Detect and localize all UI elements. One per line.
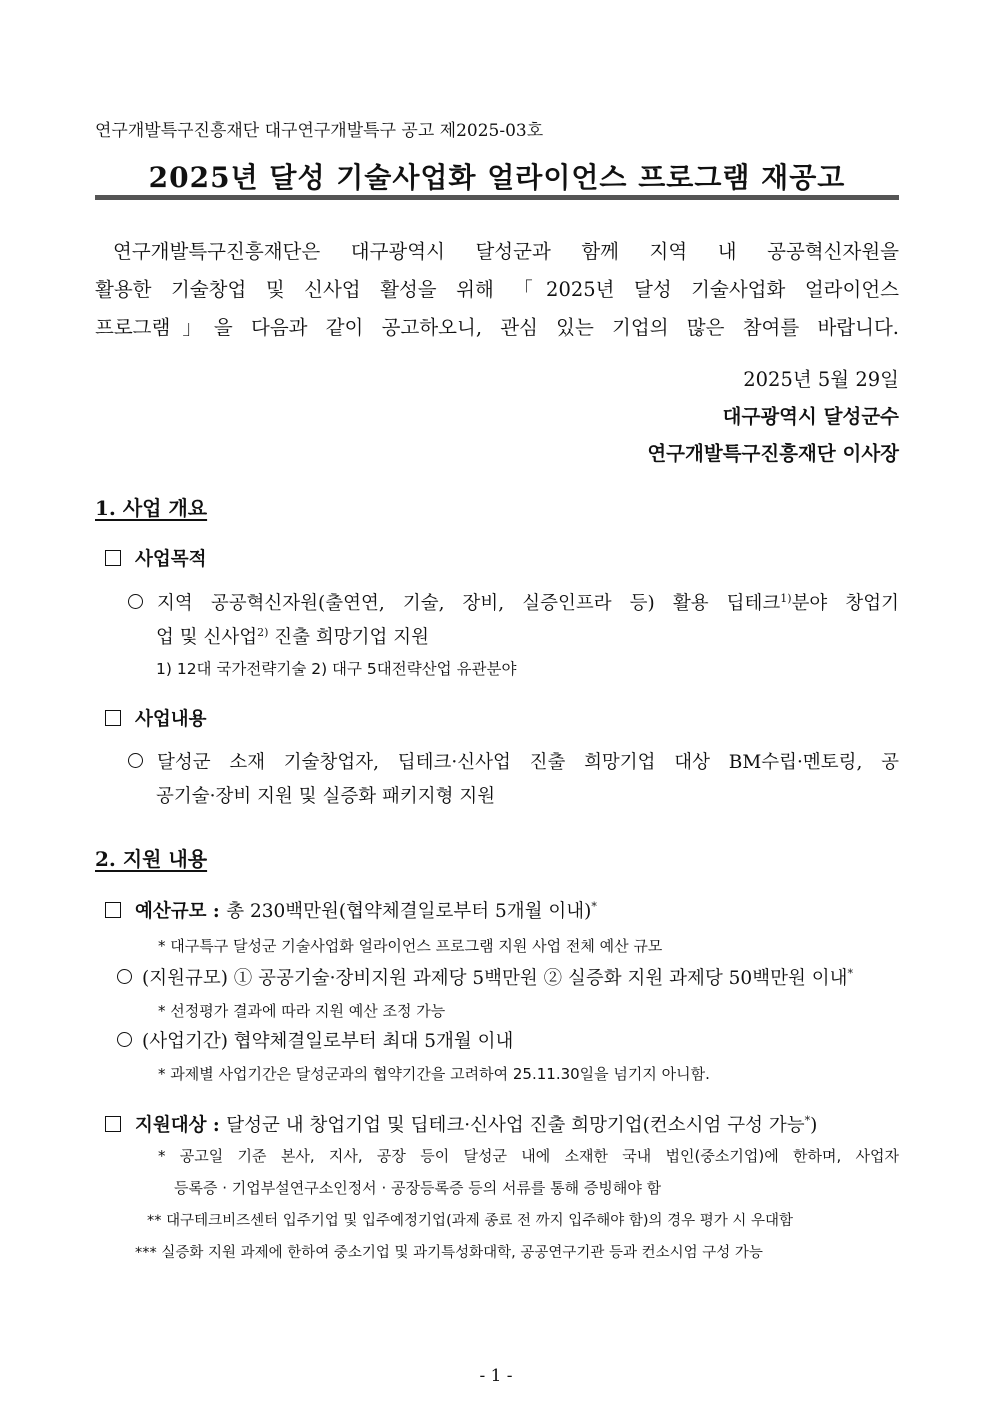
scale-note: * 선정평가 결과에 따라 지원 예산 조정 가능 bbox=[158, 1002, 446, 1020]
checkbox-square-icon bbox=[105, 550, 121, 566]
budget-label: 예산규모 : bbox=[135, 901, 220, 922]
target-note-1-line-1: * 공고일 기준 본사, 지사, 공장 등이 달성군 내에 소재한 국내 법인(중소기업)에 한하며, 사업자 bbox=[158, 1147, 899, 1165]
target-note-3: *** 실증화 지원 과제에 한하여 중소기업 및 과기특성화대학, 공공연구기관 등과 컨소시엄 구성 가능 bbox=[135, 1245, 763, 1261]
checkbox-square-icon bbox=[105, 902, 121, 918]
period-note: * 과제별 사업기간은 달성군과의 협약기간을 고려하여 25.11.30일을 넘기지 아니함. bbox=[158, 1065, 710, 1083]
section-2-heading: 2. 지원 내용 bbox=[95, 847, 208, 871]
scale-line: (지원규모) ① 공공기술·장비지원 과제당 5백만원 ② 실증화 지원 과제당 50백만원 이내* bbox=[117, 964, 853, 990]
bullet-circle-icon bbox=[128, 594, 143, 609]
title-divider bbox=[95, 195, 899, 200]
target-note-1-line-2: 등록증 · 기업부설연구소인정서 · 공장등록증 등의 서류를 통해 증빙해야 함 bbox=[174, 1179, 662, 1197]
target-note-2: ** 대구테크비즈센터 입주기업 및 입주예정기업(과제 종료 전 까지 입주해야 함)의 경우 평가 시 우대함 bbox=[147, 1213, 794, 1229]
content-heading bbox=[105, 705, 206, 731]
budget-note: * 대구특구 달성군 기술사업화 얼라이언스 프로그램 지원 사업 전체 예산 규모 bbox=[158, 937, 663, 955]
purpose-label: 사업목적 bbox=[135, 549, 207, 570]
issuer-foundation: 연구개발특구진흥재단 이사장 bbox=[647, 442, 899, 465]
bullet-circle-icon bbox=[128, 753, 143, 768]
checkbox-square-icon bbox=[105, 1116, 121, 1132]
target-label: 지원대상 : bbox=[135, 1115, 220, 1136]
intro-line-1: 연구개발특구진흥재단은 대구광역시 달성군과 함께 지역 내 공공혁신자원을 bbox=[113, 240, 899, 263]
purpose-footnote: 1) 12대 국가전략기술 2) 대구 5대전략산업 유관분야 bbox=[156, 660, 517, 678]
checkbox-square-icon bbox=[105, 710, 121, 726]
target-value: 달성군 내 창업기업 및 딥테크·신사업 진출 희망기업(컨소시엄 구성 가능 bbox=[226, 1115, 805, 1136]
notice-number: 연구개발특구진흥재단 대구연구개발특구 공고 제2025-03호 bbox=[95, 121, 544, 141]
page-number: - 1 - bbox=[479, 1366, 513, 1386]
announcement-date: 2025년 5월 29일 bbox=[743, 368, 899, 391]
bullet-circle-icon bbox=[117, 1032, 132, 1047]
purpose-line-1: 지역 공공혁신자원(출연연, 기술, 장비, 실증인프라 등) 활용 딥테크$^{1)}$분야 창업기 bbox=[128, 589, 899, 615]
purpose-line-2: 업 및 신사업$^{2)}$ 진출 희망기업 지원 bbox=[156, 625, 430, 648]
budget-row: 예산규모 : 총 230백만원(협약체결일로부터 5개월 이내)* bbox=[105, 897, 597, 923]
target-row: 지원대상 : 달성군 내 창업기업 및 딥테크·신사업 진출 희망기업(컨소시엄 구성 가능*) bbox=[105, 1111, 817, 1137]
content-label: 사업내용 bbox=[135, 709, 207, 730]
section-1-heading: 1. 사업 개요 bbox=[95, 496, 208, 520]
period-line: (사업기간) 협약체결일로부터 최대 5개월 이내 bbox=[117, 1027, 513, 1053]
purpose-heading bbox=[105, 545, 206, 571]
issuer-governor: 대구광역시 달성군수 bbox=[722, 405, 899, 428]
document-title: 2025년 달성 기술사업화 얼라이언스 프로그램 재공고 bbox=[148, 161, 846, 194]
content-line-2: 공기술·장비 지원 및 실증화 패키지형 지원 bbox=[156, 786, 496, 807]
intro-line-2: 활용한 기술창업 및 신사업 활성을 위해 「2025년 달성 기술사업화 얼라이언스 bbox=[95, 278, 899, 301]
intro-line-3: 프로그램」을 다음과 같이 공고하오니, 관심 있는 기업의 많은 참여를 바랍니다. bbox=[95, 316, 899, 339]
budget-value: 총 230백만원(협약체결일로부터 5개월 이내) bbox=[226, 901, 592, 922]
content-line-1: 달성군 소재 기술창업자, 딥테크·신사업 진출 희망기업 대상 BM수립·멘토링, 공 bbox=[128, 748, 899, 774]
bullet-circle-icon bbox=[117, 969, 132, 984]
